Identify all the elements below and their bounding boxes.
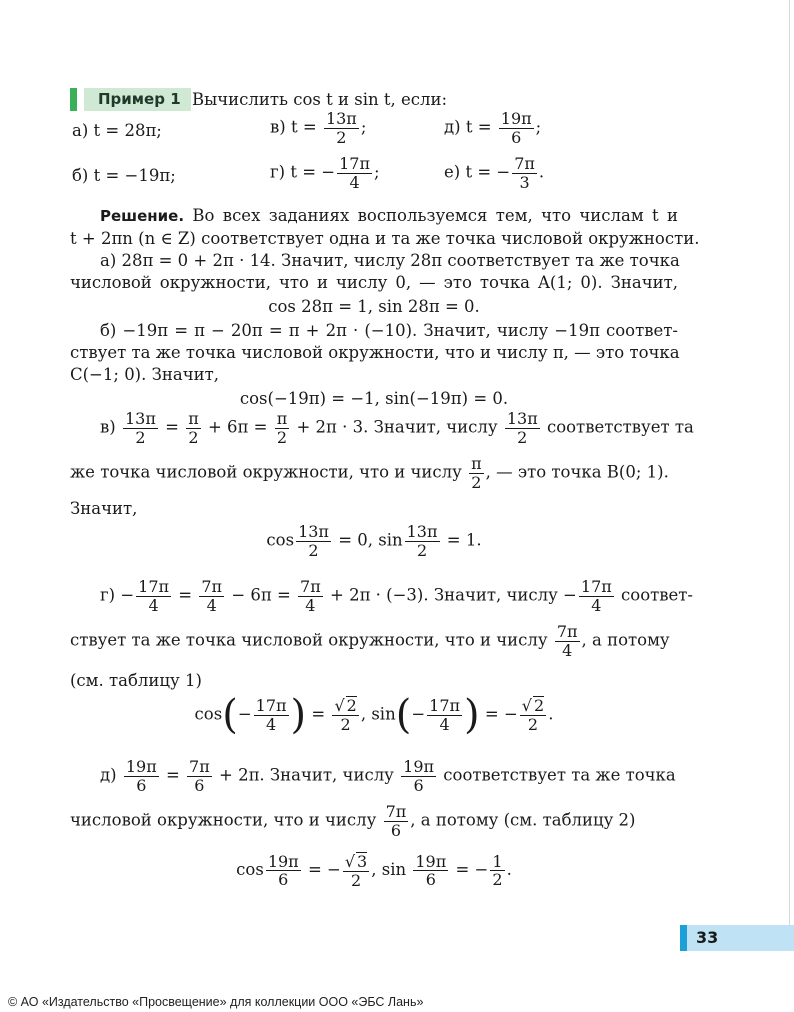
fraction: [332, 696, 358, 733]
fraction: [254, 697, 289, 733]
fraction: [296, 523, 331, 559]
denominator: 4: [265, 714, 277, 734]
radicand: 3: [357, 852, 368, 871]
numerator: 17π: [255, 695, 287, 715]
text: .: [548, 704, 554, 724]
denominator: 2: [492, 870, 503, 890]
denominator: 6: [136, 775, 147, 795]
denominator: 2: [517, 427, 528, 447]
numerator: 17π: [580, 577, 612, 596]
numerator: 7π: [514, 154, 535, 173]
part-v-line-3: Значит,: [70, 499, 138, 518]
cos: cos: [236, 860, 264, 880]
denominator: 6: [390, 820, 401, 840]
part-d-line-1: д) $\frac{19\pi}{6}$ = $\frac{7\pi}{6}$ + 2π. Значит, числу $\frac{19\pi}{6}$ соответствует та же точка: [100, 757, 676, 795]
part-b-line-1: б) −19π = π − 20π = π + 2π · (−10). Значит, числу −19π соответ-: [100, 321, 678, 340]
numerator: √ 3: [344, 852, 368, 871]
text: ствует та же точка числовой окружности, что и числу: [70, 630, 548, 650]
numerator: 19π: [267, 851, 299, 871]
numerator: 19π: [125, 757, 157, 776]
radicand: 2: [534, 696, 545, 716]
text: , а потому: [581, 630, 670, 650]
item-e-fraction: [512, 155, 537, 191]
item-a: а) t = 28π;: [72, 121, 162, 140]
denominator: 6: [194, 775, 205, 795]
denominator: 6: [413, 775, 424, 795]
denominator: 2: [308, 540, 319, 560]
page-edge-rule: [789, 0, 790, 940]
part-g-line-2: [70, 623, 678, 659]
sin: , sin: [360, 704, 396, 724]
part-d-formula: [70, 852, 678, 889]
text: − 6π =: [231, 585, 291, 605]
fraction: [298, 578, 323, 614]
fraction: [266, 853, 301, 889]
numerator: 1: [492, 851, 503, 871]
copyright-notice: © АО «Издательство «Просвещение» для коллекции ООО «ЭБС Лань»: [8, 995, 424, 1009]
text: = −: [307, 860, 341, 880]
example-label: Пример 1: [84, 88, 191, 111]
denominator: 3: [519, 172, 530, 192]
text: + 2π · 3. Значит, числу: [296, 417, 498, 437]
radicand: 2: [346, 696, 357, 716]
fraction: [520, 696, 546, 733]
item-v: в) t = $\frac{13\pi}{2}$ ;: [270, 109, 367, 147]
numerator: π: [188, 409, 199, 428]
part-a-line-2: числовой окружности, что и числу 0, — это точка A(1; 0). Значит,: [70, 273, 678, 292]
denominator: 4: [591, 595, 602, 615]
denominator: 2: [471, 472, 482, 492]
text: = −: [484, 704, 518, 724]
denominator: 2: [527, 715, 539, 734]
item-d: д) t = $\frac{19\pi}{6}$ ;: [444, 109, 542, 147]
part-v-line-1: в) $\frac{13\pi}{2}$ = $\frac{\pi}{2}$ + 6π = $\frac{\pi}{2}$ + 2π · 3. Значит, числу $\frac{13\pi}{2}$ соответствует та: [100, 409, 694, 447]
numerator: √ 2: [521, 696, 545, 716]
fraction: [187, 758, 212, 794]
item-v-prefix: в) t =: [270, 117, 317, 137]
fraction: [343, 852, 369, 889]
solution-line-2: t + 2πn (n ∈ Z) соответствует одна и та же точка числовой окружности.: [70, 229, 700, 248]
part-v-formula: [70, 523, 678, 559]
fraction: [401, 758, 436, 794]
text: , а потому (см. таблицу 2): [410, 810, 636, 830]
part-a-formula: cos 28π = 1, sin 28π = 0.: [268, 297, 480, 316]
text: соответствует та: [546, 417, 694, 437]
numerator: 19π: [415, 851, 447, 871]
denominator: 6: [425, 870, 436, 890]
part-g-formula: cos(− $\frac{17\pi}{4}$ ) = $\frac{√ 2}{2}$ , sin(− $\frac{17\pi}{4}$ ) = − $\frac{√ 2}{2}$ .: [194, 692, 554, 738]
numerator: 13π: [406, 522, 438, 541]
numerator: 7π: [385, 802, 407, 821]
part-b-formula: cos(−19π) = −1, sin(−19π) = 0.: [239, 389, 509, 408]
numerator: 7π: [300, 577, 321, 596]
text: числовой окружности, что и числу: [70, 810, 377, 830]
part-b-line-2: ствует та же точка числовой окружности, что и числу π, — это точка: [70, 343, 680, 362]
text: соответ-: [621, 585, 694, 605]
numerator: 13π: [298, 522, 329, 541]
denominator: 2: [340, 715, 351, 734]
sin: , sin: [371, 860, 407, 880]
solution-text: Во всех заданиях воспользуемся тем, что числам t и: [192, 206, 678, 225]
cos: cos: [266, 530, 295, 550]
text: же точка числовой окружности, что и числу: [70, 462, 462, 482]
solution-heading: Решение.: [100, 207, 185, 225]
part-g-line-3: (см. таблицу 1): [70, 671, 202, 690]
numerator: π: [471, 454, 482, 473]
fraction: [427, 697, 462, 733]
text: + 6π =: [207, 417, 268, 437]
item-g-prefix: г) t = −: [270, 162, 336, 182]
item-g: г) t = − $\frac{17\pi}{4}$ ;: [270, 154, 380, 192]
denominator: 6: [511, 127, 522, 147]
denominator: 2: [350, 870, 362, 890]
part-v-line-2: [70, 455, 678, 491]
fraction: [136, 578, 171, 614]
denominator: 4: [562, 640, 573, 660]
numerator: 13π: [124, 409, 156, 428]
text: = 1.: [446, 530, 482, 550]
fraction: [505, 410, 540, 446]
numerator: 7π: [556, 622, 578, 641]
example-marker-bar: [70, 88, 77, 111]
fraction: [413, 853, 448, 889]
fraction: [384, 803, 409, 839]
part-a-line-1: а) 28π = 0 + 2π · 14. Значит, числу 28π соответствует та же точка: [100, 251, 680, 270]
numerator: √ 2: [334, 696, 357, 716]
item-g-fraction: [337, 155, 372, 191]
fraction: [469, 455, 484, 491]
example-task: Вычислить cos t и sin t, если:: [192, 90, 448, 109]
text: = −: [455, 860, 489, 880]
denominator: 2: [416, 540, 428, 560]
text: , — это точка B(0; 1).: [485, 462, 669, 482]
item-d-prefix: д) t =: [444, 117, 492, 137]
denominator: 4: [148, 595, 159, 615]
fraction: [579, 578, 614, 614]
fraction: [124, 758, 159, 794]
numerator: π: [276, 409, 288, 428]
text: =: [311, 704, 326, 724]
denominator: 4: [206, 595, 217, 615]
denominator: 4: [439, 714, 450, 734]
item-v-fraction: [324, 110, 359, 146]
page-number-marker: [680, 925, 687, 951]
text: = 0, sin: [338, 530, 403, 550]
fraction: [123, 410, 158, 446]
text: + 2π. Значит, числу: [219, 765, 394, 785]
item-b: б) t = −19π;: [72, 166, 176, 185]
numerator: 13π: [325, 109, 357, 128]
numerator: 19π: [403, 757, 435, 776]
fraction: [490, 853, 504, 889]
numerator: 7π: [201, 577, 223, 596]
numerator: 7π: [189, 757, 210, 776]
cos: cos: [194, 704, 223, 724]
numerator: 19π: [500, 109, 532, 128]
part-d-line-2: [70, 803, 678, 839]
page-number: 33: [687, 925, 794, 951]
denominator: 2: [276, 427, 288, 447]
part-b-line-3: C(−1; 0). Значит,: [70, 365, 220, 384]
solution-line-1: [70, 205, 678, 227]
item-e-prefix: е) t = −: [444, 162, 511, 182]
numerator: 17π: [138, 577, 170, 596]
fraction: [199, 578, 224, 614]
denominator: 4: [305, 595, 316, 615]
denominator: 2: [135, 427, 146, 447]
numerator: 17π: [429, 695, 461, 715]
numerator: 17π: [339, 154, 370, 173]
fraction: [275, 410, 290, 446]
denominator: 4: [349, 172, 360, 192]
text: соответствует та же точка: [443, 765, 676, 785]
numerator: 13π: [506, 409, 538, 428]
part-g-line-1: г) − $\frac{17\pi}{4}$ = $\frac{7\pi}{4}$ − 6π = $\frac{7\pi}{4}$ + 2π · (−3). Значит, числу − $\frac{17\pi}{4}$ соответ-: [100, 577, 694, 615]
denominator: 2: [336, 127, 347, 147]
denominator: 6: [278, 870, 289, 890]
denominator: 2: [188, 427, 199, 447]
text: .: [506, 860, 512, 880]
fraction: [405, 523, 440, 559]
fraction: [186, 410, 201, 446]
text: + 2π · (−3). Значит, числу: [330, 585, 558, 605]
item-d-fraction: [499, 110, 534, 146]
fraction: [555, 623, 580, 659]
item-e: е) t = − $\frac{7\pi}{3}$ .: [444, 154, 545, 192]
